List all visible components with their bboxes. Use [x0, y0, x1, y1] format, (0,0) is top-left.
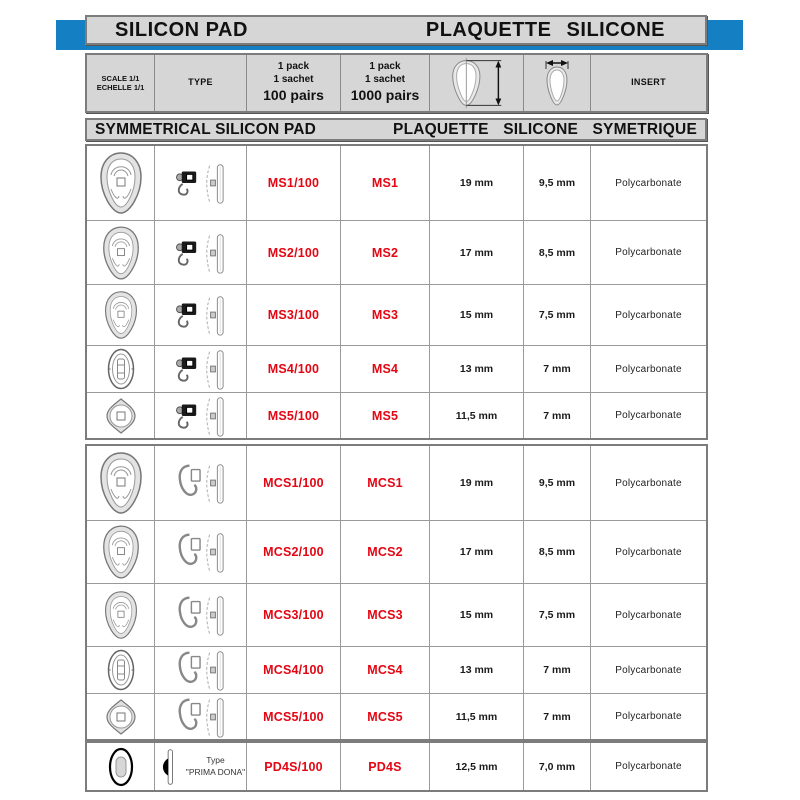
- pack-1000-code: MS4: [341, 345, 430, 392]
- title-bar: [85, 15, 707, 45]
- pack-100-code: MS4/100: [247, 345, 341, 392]
- insert-material: Polycarbonate: [591, 220, 706, 284]
- page-title-fr: PLAQUETTE SILICONE: [425, 18, 665, 41]
- pad-height-value: 19 mm: [430, 446, 524, 520]
- section-header: [85, 118, 707, 141]
- pack-100-code: MCS1/100: [247, 446, 341, 520]
- pad-shape-lens-pad: [87, 693, 155, 739]
- pack-100-code: MS3/100: [247, 284, 341, 345]
- ms-pad-table: [85, 144, 708, 440]
- pack-100-code: MCS5/100: [247, 693, 341, 739]
- pack-100-code: MS1/100: [247, 146, 341, 220]
- pad-width-value: 9,5 mm: [524, 446, 591, 520]
- pad-width-value: 7 mm: [524, 693, 591, 739]
- screw-mount-icon: [155, 392, 247, 438]
- pad-height-value: 11,5 mm: [430, 693, 524, 739]
- clip-mount-icon: [155, 520, 247, 583]
- mcs-pad-table: [85, 444, 708, 741]
- page-title-en: SILICON PAD: [115, 18, 248, 41]
- pad-shape-oval-ring-pad: [87, 743, 155, 790]
- section-title-en: SYMMETRICAL SILICON PAD: [95, 120, 317, 138]
- prima-dona-icon: [155, 743, 247, 790]
- pack-1000-code: MCS3: [341, 583, 430, 646]
- section-title-fr: PLAQUETTE SILICONE SYMETRIQUE: [393, 120, 697, 138]
- clip-mount-icon: [155, 583, 247, 646]
- insert-material: Polycarbonate: [591, 646, 706, 693]
- clip-mount-icon: [155, 693, 247, 739]
- insert-material: Polycarbonate: [591, 146, 706, 220]
- pack-100-code: MCS3/100: [247, 583, 341, 646]
- pack-1000-code: MCS5: [341, 693, 430, 739]
- insert-material: Polycarbonate: [591, 345, 706, 392]
- column-pack-1000: 1 pack 1 sachet 1000 pairs: [341, 55, 430, 111]
- pad-width-value: 7 mm: [524, 646, 591, 693]
- pad-shape-ellipse-pad: [87, 646, 155, 693]
- pad-height-measure-icon: [430, 55, 524, 111]
- column-header-row: [85, 53, 708, 113]
- pad-shape-lens-pad: [87, 392, 155, 438]
- pad-width-value: 8,5 mm: [524, 220, 591, 284]
- pad-shape-teardrop-small: [87, 583, 155, 646]
- pad-height-value: 11,5 mm: [430, 392, 524, 438]
- pad-width-measure-icon: [524, 55, 591, 111]
- pad-height-value: 13 mm: [430, 646, 524, 693]
- insert-material: Polycarbonate: [591, 743, 706, 790]
- pack-100-code: PD4S/100: [247, 743, 341, 790]
- column-scale: SCALE 1/1 ECHELLE 1/1: [87, 55, 155, 111]
- screw-mount-icon: [155, 146, 247, 220]
- insert-material: Polycarbonate: [591, 693, 706, 739]
- screw-mount-icon: [155, 345, 247, 392]
- insert-material: Polycarbonate: [591, 583, 706, 646]
- pack-100-code: MCS4/100: [247, 646, 341, 693]
- pad-shape-teardrop-medium: [87, 220, 155, 284]
- pad-height-value: 15 mm: [430, 284, 524, 345]
- pack-100-code: MCS2/100: [247, 520, 341, 583]
- pad-width-value: 7 mm: [524, 345, 591, 392]
- pad-shape-teardrop-large: [87, 446, 155, 520]
- pack-1000-code: MS5: [341, 392, 430, 438]
- clip-mount-icon: [155, 646, 247, 693]
- pad-height-value: 19 mm: [430, 146, 524, 220]
- insert-material: Polycarbonate: [591, 446, 706, 520]
- insert-material: Polycarbonate: [591, 520, 706, 583]
- pack-100-code: MS2/100: [247, 220, 341, 284]
- pad-width-value: 7,5 mm: [524, 583, 591, 646]
- pack-1000-code: MCS1: [341, 446, 430, 520]
- column-insert: INSERT: [631, 77, 666, 88]
- pack-1000-code: MS1: [341, 146, 430, 220]
- pad-width-value: 9,5 mm: [524, 146, 591, 220]
- pad-shape-teardrop-medium: [87, 520, 155, 583]
- pad-height-value: 15 mm: [430, 583, 524, 646]
- pack-1000-code: MCS4: [341, 646, 430, 693]
- pad-width-value: 7 mm: [524, 392, 591, 438]
- pad-width-value: 7,5 mm: [524, 284, 591, 345]
- pad-width-value: 7,0 mm: [524, 743, 591, 790]
- prima-dona-pad-table: [85, 741, 708, 792]
- pack-1000-code: MCS2: [341, 520, 430, 583]
- column-type: TYPE: [155, 55, 247, 111]
- screw-mount-icon: [155, 284, 247, 345]
- pad-width-value: 8,5 mm: [524, 520, 591, 583]
- screw-mount-icon: [155, 220, 247, 284]
- pad-shape-teardrop-small: [87, 284, 155, 345]
- pad-height-value: 12,5 mm: [430, 743, 524, 790]
- pad-shape-teardrop-large: [87, 146, 155, 220]
- pack-1000-code: MS2: [341, 220, 430, 284]
- pad-height-value: 17 mm: [430, 520, 524, 583]
- pad-height-value: 17 mm: [430, 220, 524, 284]
- pad-height-value: 13 mm: [430, 345, 524, 392]
- pack-100-code: MS5/100: [247, 392, 341, 438]
- insert-material: Polycarbonate: [591, 284, 706, 345]
- pad-shape-ellipse-pad: [87, 345, 155, 392]
- pack-1000-code: MS3: [341, 284, 430, 345]
- clip-mount-icon: [155, 446, 247, 520]
- type-label: Type "PRIMA DONA": [185, 755, 246, 777]
- pack-1000-code: PD4S: [341, 743, 430, 790]
- insert-material: Polycarbonate: [591, 392, 706, 438]
- column-pack-100: 1 pack 1 sachet 100 pairs: [247, 55, 341, 111]
